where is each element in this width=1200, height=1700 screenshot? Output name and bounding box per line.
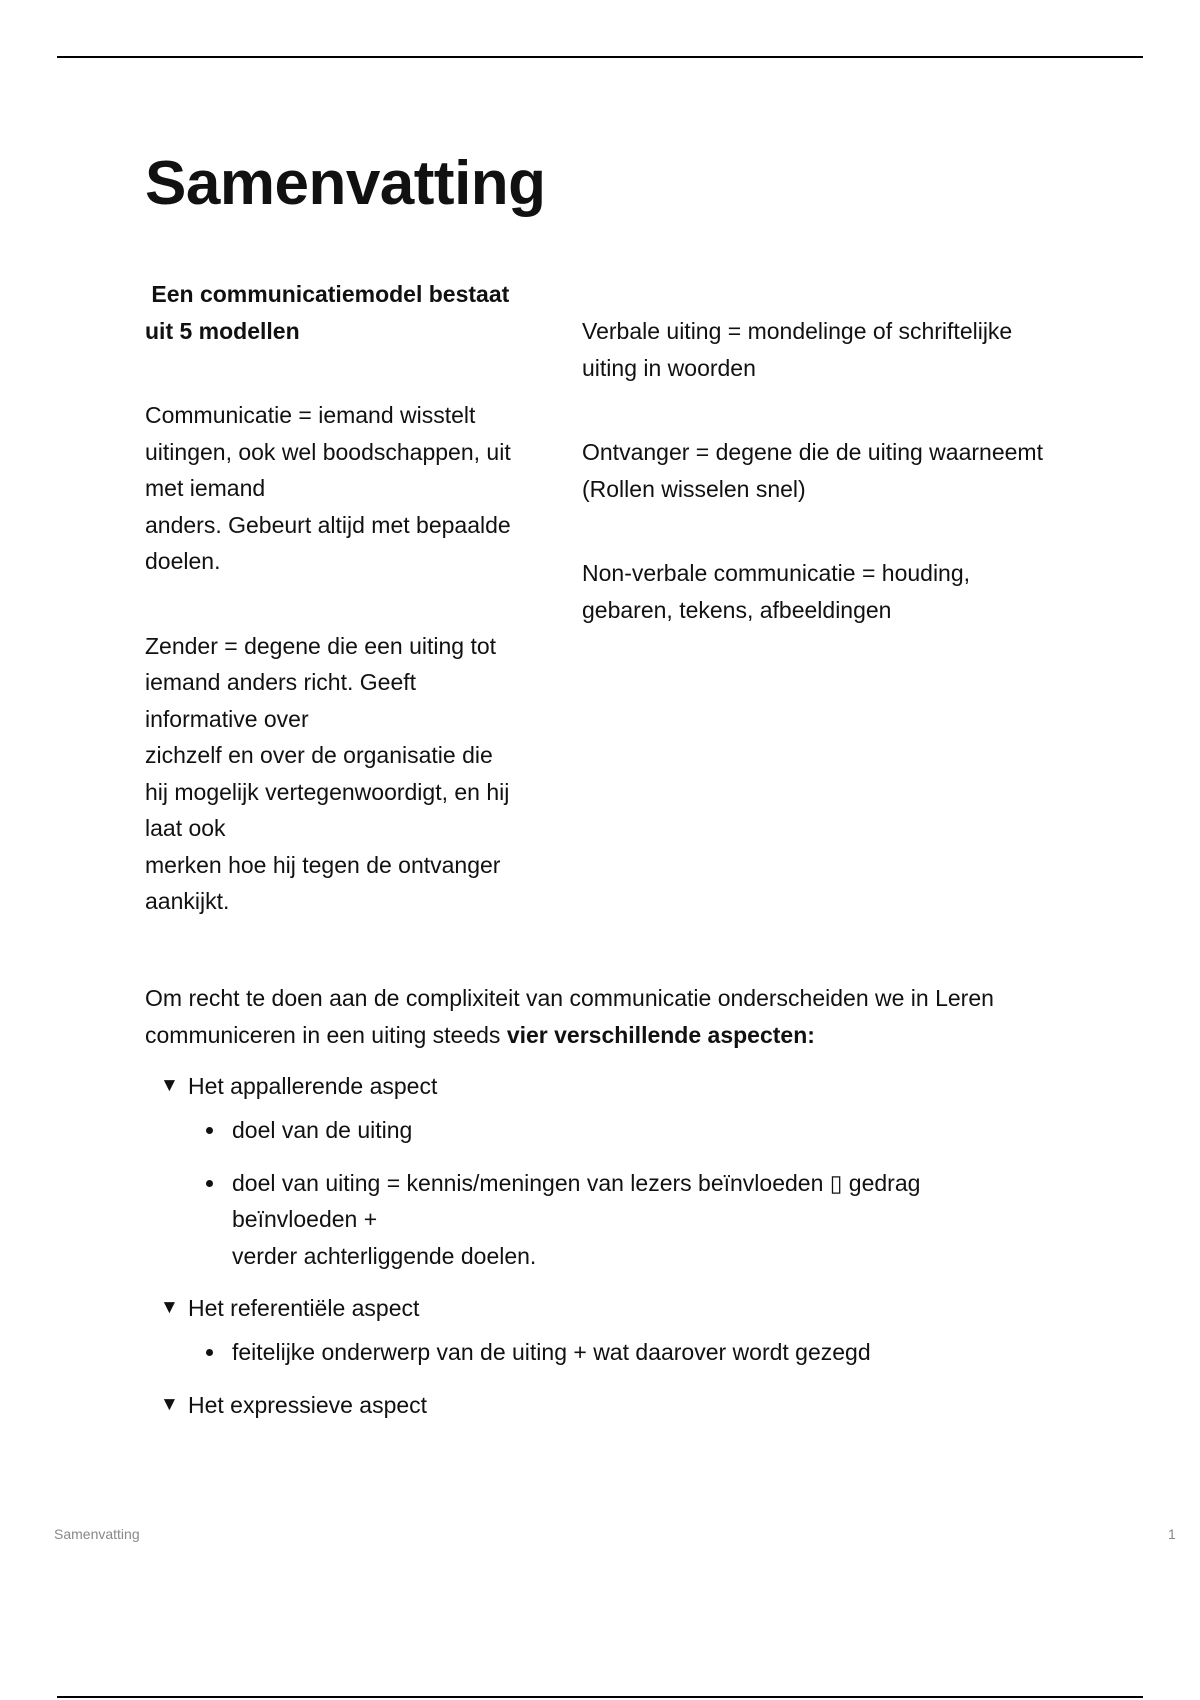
bullet-icon	[206, 1180, 213, 1187]
heading-line: uit 5 modellen	[145, 317, 300, 344]
list-item	[160, 1165, 1060, 1275]
paragraph-communicatie	[145, 397, 540, 580]
text-line: Ontvanger = degene die de uiting waarneemt	[582, 439, 1043, 465]
intro-paragraph	[145, 980, 1065, 1053]
page-number: 1	[1168, 1526, 1176, 1542]
toggle-label: Het expressieve aspect	[188, 1391, 428, 1418]
paragraph-zender	[145, 628, 540, 920]
bullet-list	[160, 1334, 1060, 1371]
text-line: merken hoe hij tegen de ontvanger	[145, 851, 501, 878]
bullet-icon	[206, 1349, 213, 1356]
text-line: doelen.	[145, 548, 221, 574]
paragraph-ontvanger	[582, 434, 1082, 507]
text-line: doel van uiting = kennis/meningen van lezers beïnvloeden ▯ gedrag	[232, 1169, 921, 1196]
text-line: laat ook	[145, 815, 226, 841]
text-line: doel van de uiting	[232, 1117, 413, 1143]
intro-line-2: communiceren in een uiting steeds	[145, 1021, 507, 1048]
triangle-down-icon[interactable]: ▼	[160, 1075, 179, 1096]
paragraph-non-verbale	[582, 555, 1082, 628]
text-line: met iemand	[145, 475, 266, 501]
right-column	[582, 313, 1082, 676]
list-item	[160, 1112, 1060, 1149]
bullet-icon	[206, 1127, 213, 1134]
intro-bold: vier verschillende aspecten:	[506, 1021, 815, 1048]
text-line: (Rollen wisselen snel)	[582, 475, 806, 502]
toggle-label: Het referentiële aspect	[188, 1295, 420, 1321]
triangle-down-icon[interactable]: ▼	[160, 1297, 179, 1318]
text-line: Non-verbale communicatie = houding,	[582, 560, 971, 586]
text-line: Verbale uiting = mondelinge of schriftelijke	[582, 318, 1013, 344]
text-line: Zender = degene die een uiting tot	[145, 632, 497, 659]
text-line: aankijkt.	[145, 888, 230, 914]
left-column	[145, 276, 540, 968]
text-line: iemand anders richt. Geeft	[145, 669, 417, 695]
toggle-expressieve[interactable]	[160, 1387, 1060, 1423]
paragraph-verbale-uiting	[582, 313, 1082, 386]
text-line: feitelijke onderwerp van de uiting + wat daarover wordt gezegd	[232, 1339, 871, 1365]
page-title: Samenvatting	[145, 149, 546, 218]
text-line: Communicatie = iemand wisstelt	[145, 402, 476, 428]
text-line: beïnvloeden +	[232, 1206, 378, 1232]
triangle-down-icon[interactable]: ▼	[160, 1393, 179, 1415]
aspects-list	[160, 1068, 1060, 1423]
text-line: informative over	[145, 705, 309, 732]
text-line: zichzelf en over de organisatie die	[145, 742, 493, 768]
text-line: uitingen, ook wel boodschappen, uit	[145, 438, 511, 465]
text-line: uiting in woorden	[582, 354, 756, 381]
list-item	[160, 1334, 1060, 1371]
toggle-referentiele[interactable]	[160, 1290, 1060, 1326]
toggle-appallerende[interactable]	[160, 1068, 1060, 1104]
heading-line: Een communicatiemodel bestaat	[145, 281, 510, 307]
text-line: verder achterliggende doelen.	[232, 1242, 537, 1269]
toggle-label: Het appallerende aspect	[188, 1073, 438, 1099]
section-heading	[145, 276, 540, 349]
top-rule	[57, 56, 1143, 58]
intro-line-1: Om recht te doen aan de complixiteit van communicatie onderscheiden we in Leren	[145, 985, 994, 1011]
text-line: anders. Gebeurt altijd met bepaalde	[145, 511, 511, 538]
text-line: hij mogelijk vertegenwoordigt, en hij	[145, 778, 510, 805]
footer-title: Samenvatting	[54, 1526, 140, 1542]
text-line: gebaren, tekens, afbeeldingen	[582, 596, 892, 623]
bottom-rule	[57, 1696, 1143, 1698]
bullet-list	[160, 1112, 1060, 1274]
